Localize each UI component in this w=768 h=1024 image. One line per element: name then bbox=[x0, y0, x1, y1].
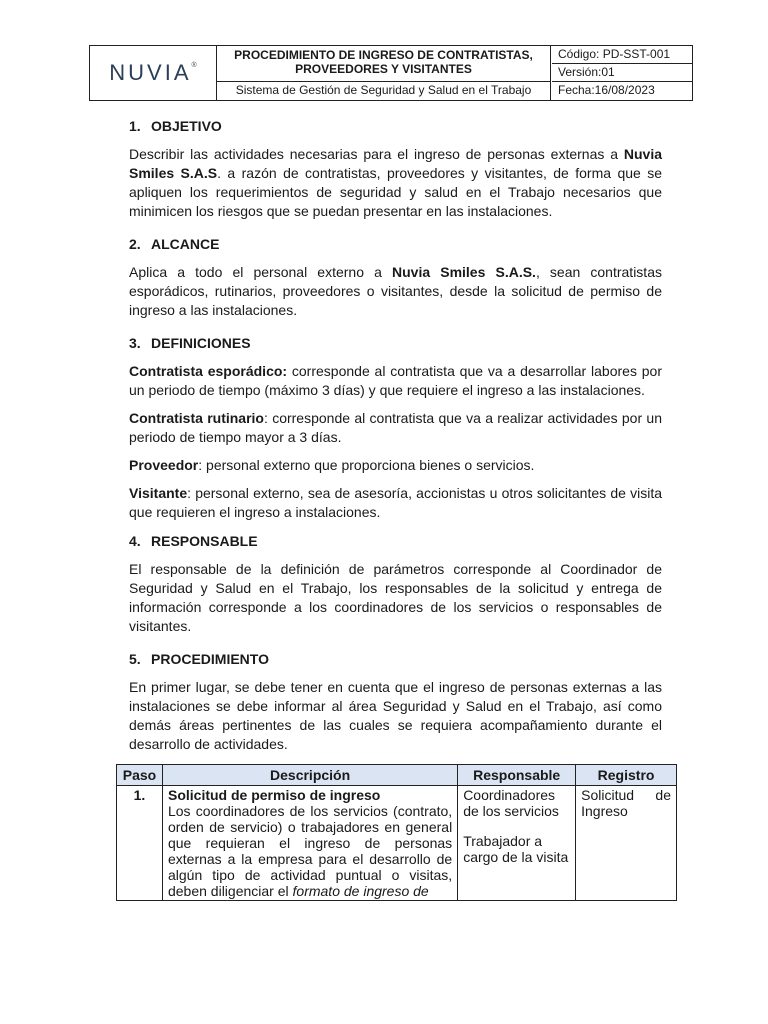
logo-text: NUVIA bbox=[109, 60, 192, 85]
procedure-table bbox=[116, 764, 677, 901]
definition-term: Contratista esporádico: bbox=[129, 363, 288, 379]
step-record: Solicitud de Ingreso bbox=[576, 786, 677, 901]
section-title: PROCEDIMIENTO bbox=[151, 651, 269, 667]
objetivo-paragraph bbox=[129, 145, 662, 221]
title-line-2: PROVEEDORES Y VISITANTES bbox=[295, 62, 472, 76]
section-number: 2. bbox=[129, 236, 141, 252]
section-number: 3. bbox=[129, 335, 141, 351]
section-heading-procedimiento bbox=[129, 649, 662, 669]
definition-text: : personal externo que proporciona bienes o servicios. bbox=[198, 457, 535, 473]
section-heading-responsable bbox=[129, 531, 662, 551]
document-header bbox=[89, 45, 693, 101]
company-name: Nuvia Smiles S.A.S. bbox=[392, 264, 536, 280]
section-number: 5. bbox=[129, 651, 141, 667]
title-line-1: PROCEDIMIENTO DE INGRESO DE CONTRATISTAS, bbox=[234, 48, 533, 62]
definition-item bbox=[129, 409, 662, 447]
section-heading-alcance bbox=[129, 234, 662, 254]
column-header-responsable: Responsable bbox=[458, 765, 576, 786]
step-title: Solicitud de permiso de ingreso bbox=[167, 787, 381, 803]
section-heading-objetivo bbox=[129, 116, 662, 136]
procedimiento-paragraph: En primer lugar, se debe tener en cuenta que el ingreso de personas externas a las instalaciones se debe informar al área Seguridad y Salud en el Trabajo, así como demás áreas pertinentes de las cuales se requiera acompañamiento durante el desarrollo de actividades. bbox=[129, 679, 662, 752]
objetivo-text-b: . a razón de contratistas, proveedores y visitantes, de forma que se apliquen los requerimientos de seguridad y salud en el Trabajo necesarios que minimicen los riesgos que se puedan presentar en las instalaciones. bbox=[129, 165, 663, 219]
definition-text: : personal externo, sea de asesoría, accionistas u otros solicitantes de visita que requieren el ingreso a instalaciones. bbox=[129, 485, 662, 520]
section-title: ALCANCE bbox=[151, 236, 220, 252]
document-date: Fecha:16/08/2023 bbox=[558, 83, 655, 97]
definition-term: Proveedor bbox=[129, 457, 199, 473]
step-text: Los coordinadores de los servicios (contrato, orden de servicio) o trabajadores en general que requieran el ingreso de personas externas a la empresa para el desarrollo de algún tipo de actividad puntual o visitas, deben diligenciar el bbox=[167, 803, 453, 899]
definition-item bbox=[129, 362, 662, 400]
alcance-paragraph bbox=[129, 263, 662, 320]
column-header-descripcion: Descripción bbox=[162, 765, 457, 786]
table-header-row bbox=[117, 765, 677, 786]
company-name: Nuvia Smiles S.A.S bbox=[129, 146, 662, 181]
logo-cell bbox=[90, 46, 217, 100]
responsible-2: Trabajador a cargo de la visita bbox=[463, 833, 569, 865]
document-version: Versión:01 bbox=[552, 64, 692, 82]
section-title: RESPONSABLE bbox=[151, 533, 258, 549]
responsible-1: Coordinadores de los servicios bbox=[463, 787, 559, 819]
document-title bbox=[217, 46, 551, 82]
definition-text: : corresponde al contratista que va a realizar actividades por un periodo de tiempo mayor a 3 días. bbox=[129, 410, 662, 445]
objetivo-text-a: Describir las actividades necesarias para el ingreso de personas externas a bbox=[129, 146, 624, 162]
column-header-registro: Registro bbox=[576, 765, 677, 786]
section-number: 1. bbox=[129, 118, 141, 134]
section-number: 4. bbox=[129, 533, 141, 549]
section-heading-definiciones bbox=[129, 333, 662, 353]
nuvia-logo bbox=[109, 60, 196, 86]
document-body bbox=[129, 116, 662, 754]
definition-text: corresponde al contratista que va a desarrollar labores por un periodo de tiempo (máximo 3 días) y que requiere el ingreso a las instalaciones. bbox=[129, 363, 662, 398]
definition-term: Visitante bbox=[129, 485, 188, 501]
definition-term: Contratista rutinario bbox=[129, 410, 264, 426]
registered-mark: ® bbox=[191, 62, 197, 69]
step-number: 1. bbox=[117, 786, 163, 901]
document-code: Código: PD-SST-001 bbox=[552, 46, 692, 64]
table-row bbox=[117, 786, 677, 901]
step-text-italic: formato de ingreso de bbox=[292, 883, 429, 899]
section-title: OBJETIVO bbox=[151, 118, 222, 134]
definition-item bbox=[129, 484, 662, 522]
definition-item bbox=[129, 456, 662, 475]
section-title: DEFINICIONES bbox=[151, 335, 251, 351]
responsable-paragraph: El responsable de la definición de parámetros corresponde al Coordinador de Seguridad y Salud en el Trabajo, los responsables de la solicitud y entrega de información corresponde a los coordinadores de los servicios o responsables de visitantes. bbox=[129, 561, 662, 634]
alcance-text-a: Aplica a todo el personal externo a bbox=[129, 264, 392, 280]
step-description bbox=[162, 786, 457, 901]
alcance-text-b: , sean contratistas esporádicos, rutinarios, proveedores o visitantes, desde la solicitud de permiso de ingreso a las instalaciones. bbox=[129, 264, 662, 318]
document-subtitle: Sistema de Gestión de Seguridad y Salud en el Trabajo bbox=[217, 82, 551, 100]
step-responsible bbox=[458, 786, 576, 901]
column-header-paso: Paso bbox=[117, 765, 163, 786]
